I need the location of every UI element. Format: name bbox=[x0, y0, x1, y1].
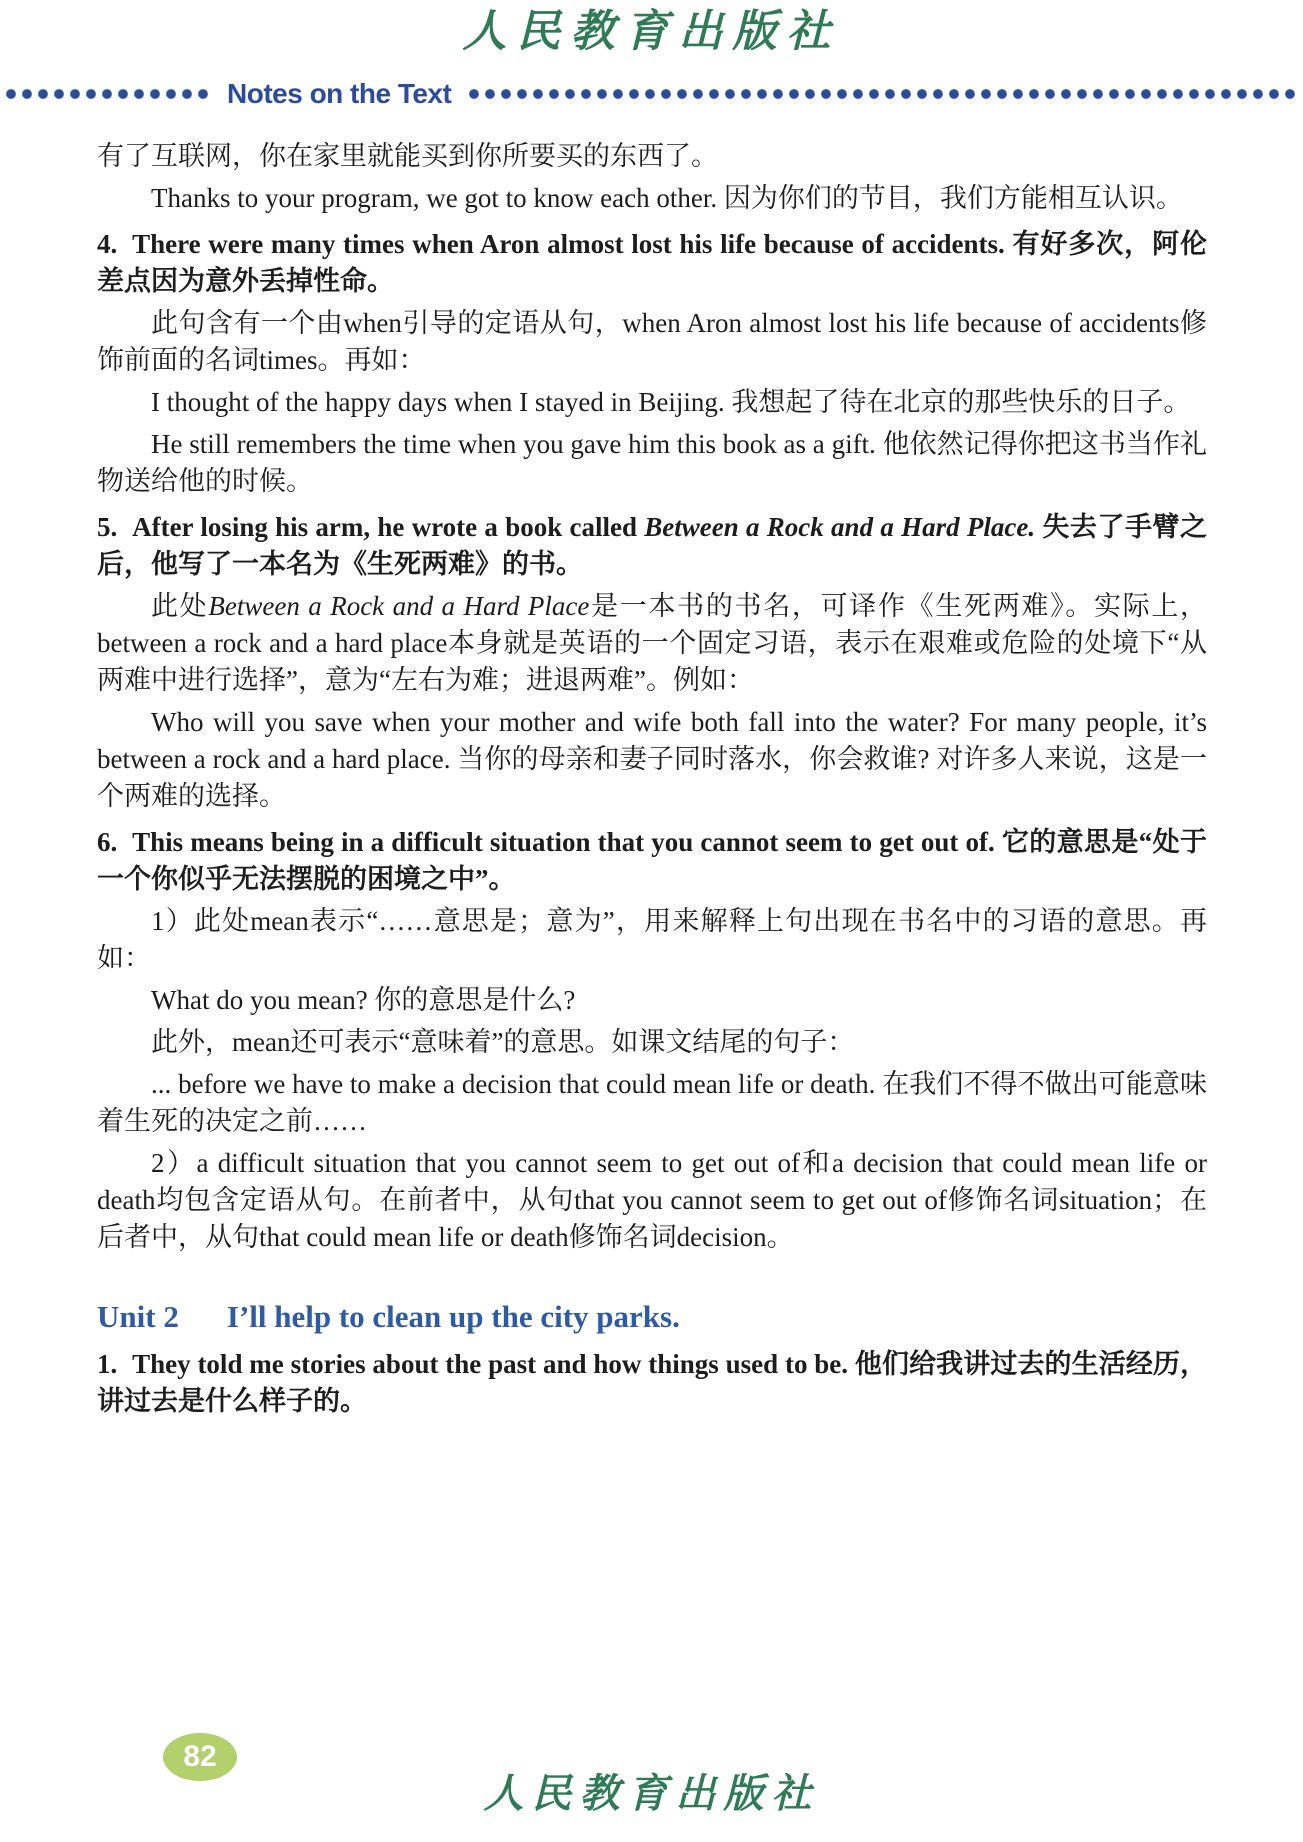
text-segment: 有了互联网，你在家里就能买到你所要买的东西了。 bbox=[97, 141, 718, 171]
text-paragraph bbox=[97, 384, 1207, 421]
text-segment: 他们给我讲过去的生活经历，讲过去是什么样子的。 bbox=[97, 1349, 1208, 1416]
section-header bbox=[6, 78, 1299, 110]
text-segment: 2）a difficult situation that you cannot seem to get out of和a decision that could mean life or death均包含定语从句。在前者中，从句that you cannot seem to get out of修饰名词situation；在后者中，从句that could mean life or death修饰名词decision。 bbox=[97, 1148, 1207, 1252]
text-paragraph bbox=[97, 426, 1207, 500]
text-paragraph bbox=[97, 704, 1207, 815]
publisher-logo bbox=[0, 0, 1303, 62]
text-paragraph bbox=[97, 305, 1207, 379]
text-segment: Who will you save when your mother and wife both fall into the water? For many people, it’s between a rock and a hard place. 当你的母亲和妻子同时落水，你会救谁? 对许多人来说，这是一个两难的选择。 bbox=[97, 707, 1207, 811]
text-segment: 此外，mean还可表示“意味着”的意思。如课文结尾的句子： bbox=[151, 1027, 855, 1057]
text-segment: 是一本书的书名，可译作《生死两难》。实际上，between a rock and a hard place本身就是英语的一个固定习语，表示在艰难或危险的处境下“从两难中进行选择”，意为“左右为难；进退两难”。例如： bbox=[97, 591, 1208, 695]
text-paragraph bbox=[97, 982, 1207, 1019]
note-item bbox=[97, 824, 1207, 898]
text-paragraph bbox=[97, 903, 1207, 977]
text-segment: Thanks to your program, we got to know each other. 因为你们的节目，我们方能相互认识。 bbox=[151, 183, 1183, 213]
text-segment: 失去了手臂之后，他写了一本名为《生死两难》的书。 bbox=[97, 512, 1208, 579]
notes-content bbox=[97, 138, 1207, 1420]
text-paragraph bbox=[97, 588, 1207, 699]
text-segment: I thought of the happy days when I stayed in Beijing. 我想起了待在北京的那些快乐的日子。 bbox=[151, 387, 1191, 417]
text-segment: Between a Rock and a Hard Place. bbox=[644, 512, 1036, 542]
text-segment: 此处 bbox=[151, 591, 209, 621]
publisher-logo-text: 人民教育出版社 bbox=[462, 7, 841, 56]
text-segment: They told me stories about the past and how things used to be. bbox=[132, 1349, 855, 1379]
dotted-divider-left bbox=[6, 89, 211, 99]
text-paragraph bbox=[97, 1066, 1207, 1140]
page-number: 82 bbox=[183, 1740, 217, 1773]
section-title: Notes on the Text bbox=[227, 78, 452, 109]
text-segment: Between a Rock and a Hard Place bbox=[208, 591, 590, 621]
text-segment: 1. bbox=[97, 1349, 118, 1379]
text-segment: 有好多次，阿伦差点因为意外丢掉性命。 bbox=[97, 229, 1208, 296]
publisher-logo-footer-text: 人民教育出版社 bbox=[483, 1771, 820, 1816]
text-paragraph bbox=[97, 1145, 1207, 1256]
text-paragraph bbox=[97, 138, 1207, 175]
text-segment: After losing his arm, he wrote a book called bbox=[132, 512, 645, 542]
text-segment: ... before we have to make a decision that could mean life or death. 在我们不得不做出可能意味着生死的决定之前…… bbox=[97, 1069, 1207, 1136]
text-segment: 5. bbox=[97, 512, 118, 542]
text-segment: What do you mean? 你的意思是什么? bbox=[151, 985, 576, 1015]
text-segment: This means being in a difficult situation that you cannot seem to get out of. bbox=[132, 827, 1002, 857]
text-segment: 6. bbox=[97, 827, 118, 857]
note-item bbox=[97, 509, 1207, 583]
text-segment: I’ll help to clean up the city parks. bbox=[226, 1299, 680, 1334]
text-paragraph bbox=[97, 1024, 1207, 1061]
text-segment: There were many times when Aron almost lost his life because of accidents. bbox=[132, 229, 1013, 259]
note-item bbox=[97, 1346, 1207, 1420]
text-segment: 它的意思是“处于一个你似乎无法摆脱的困境之中”。 bbox=[97, 827, 1208, 894]
dotted-divider-right bbox=[469, 89, 1299, 99]
text-segment: He still remembers the time when you gave him this book as a gift. 他依然记得你把这书当作礼物送给他的时候。 bbox=[97, 429, 1207, 496]
note-item bbox=[97, 226, 1207, 300]
text-paragraph bbox=[97, 180, 1207, 217]
publisher-logo-footer bbox=[0, 1768, 1303, 1820]
text-segment: 1）此处mean表示“……意思是；意为”，用来解释上句出现在书名中的习语的意思。再如： bbox=[97, 906, 1207, 973]
unit-heading bbox=[97, 1298, 1207, 1337]
text-segment: 4. bbox=[97, 229, 118, 259]
text-segment: Unit 2 bbox=[97, 1299, 179, 1334]
text-segment: 此句含有一个由when引导的定语从句，when Aron almost lost his life because of accidents修饰前面的名词times。再如： bbox=[97, 308, 1207, 375]
